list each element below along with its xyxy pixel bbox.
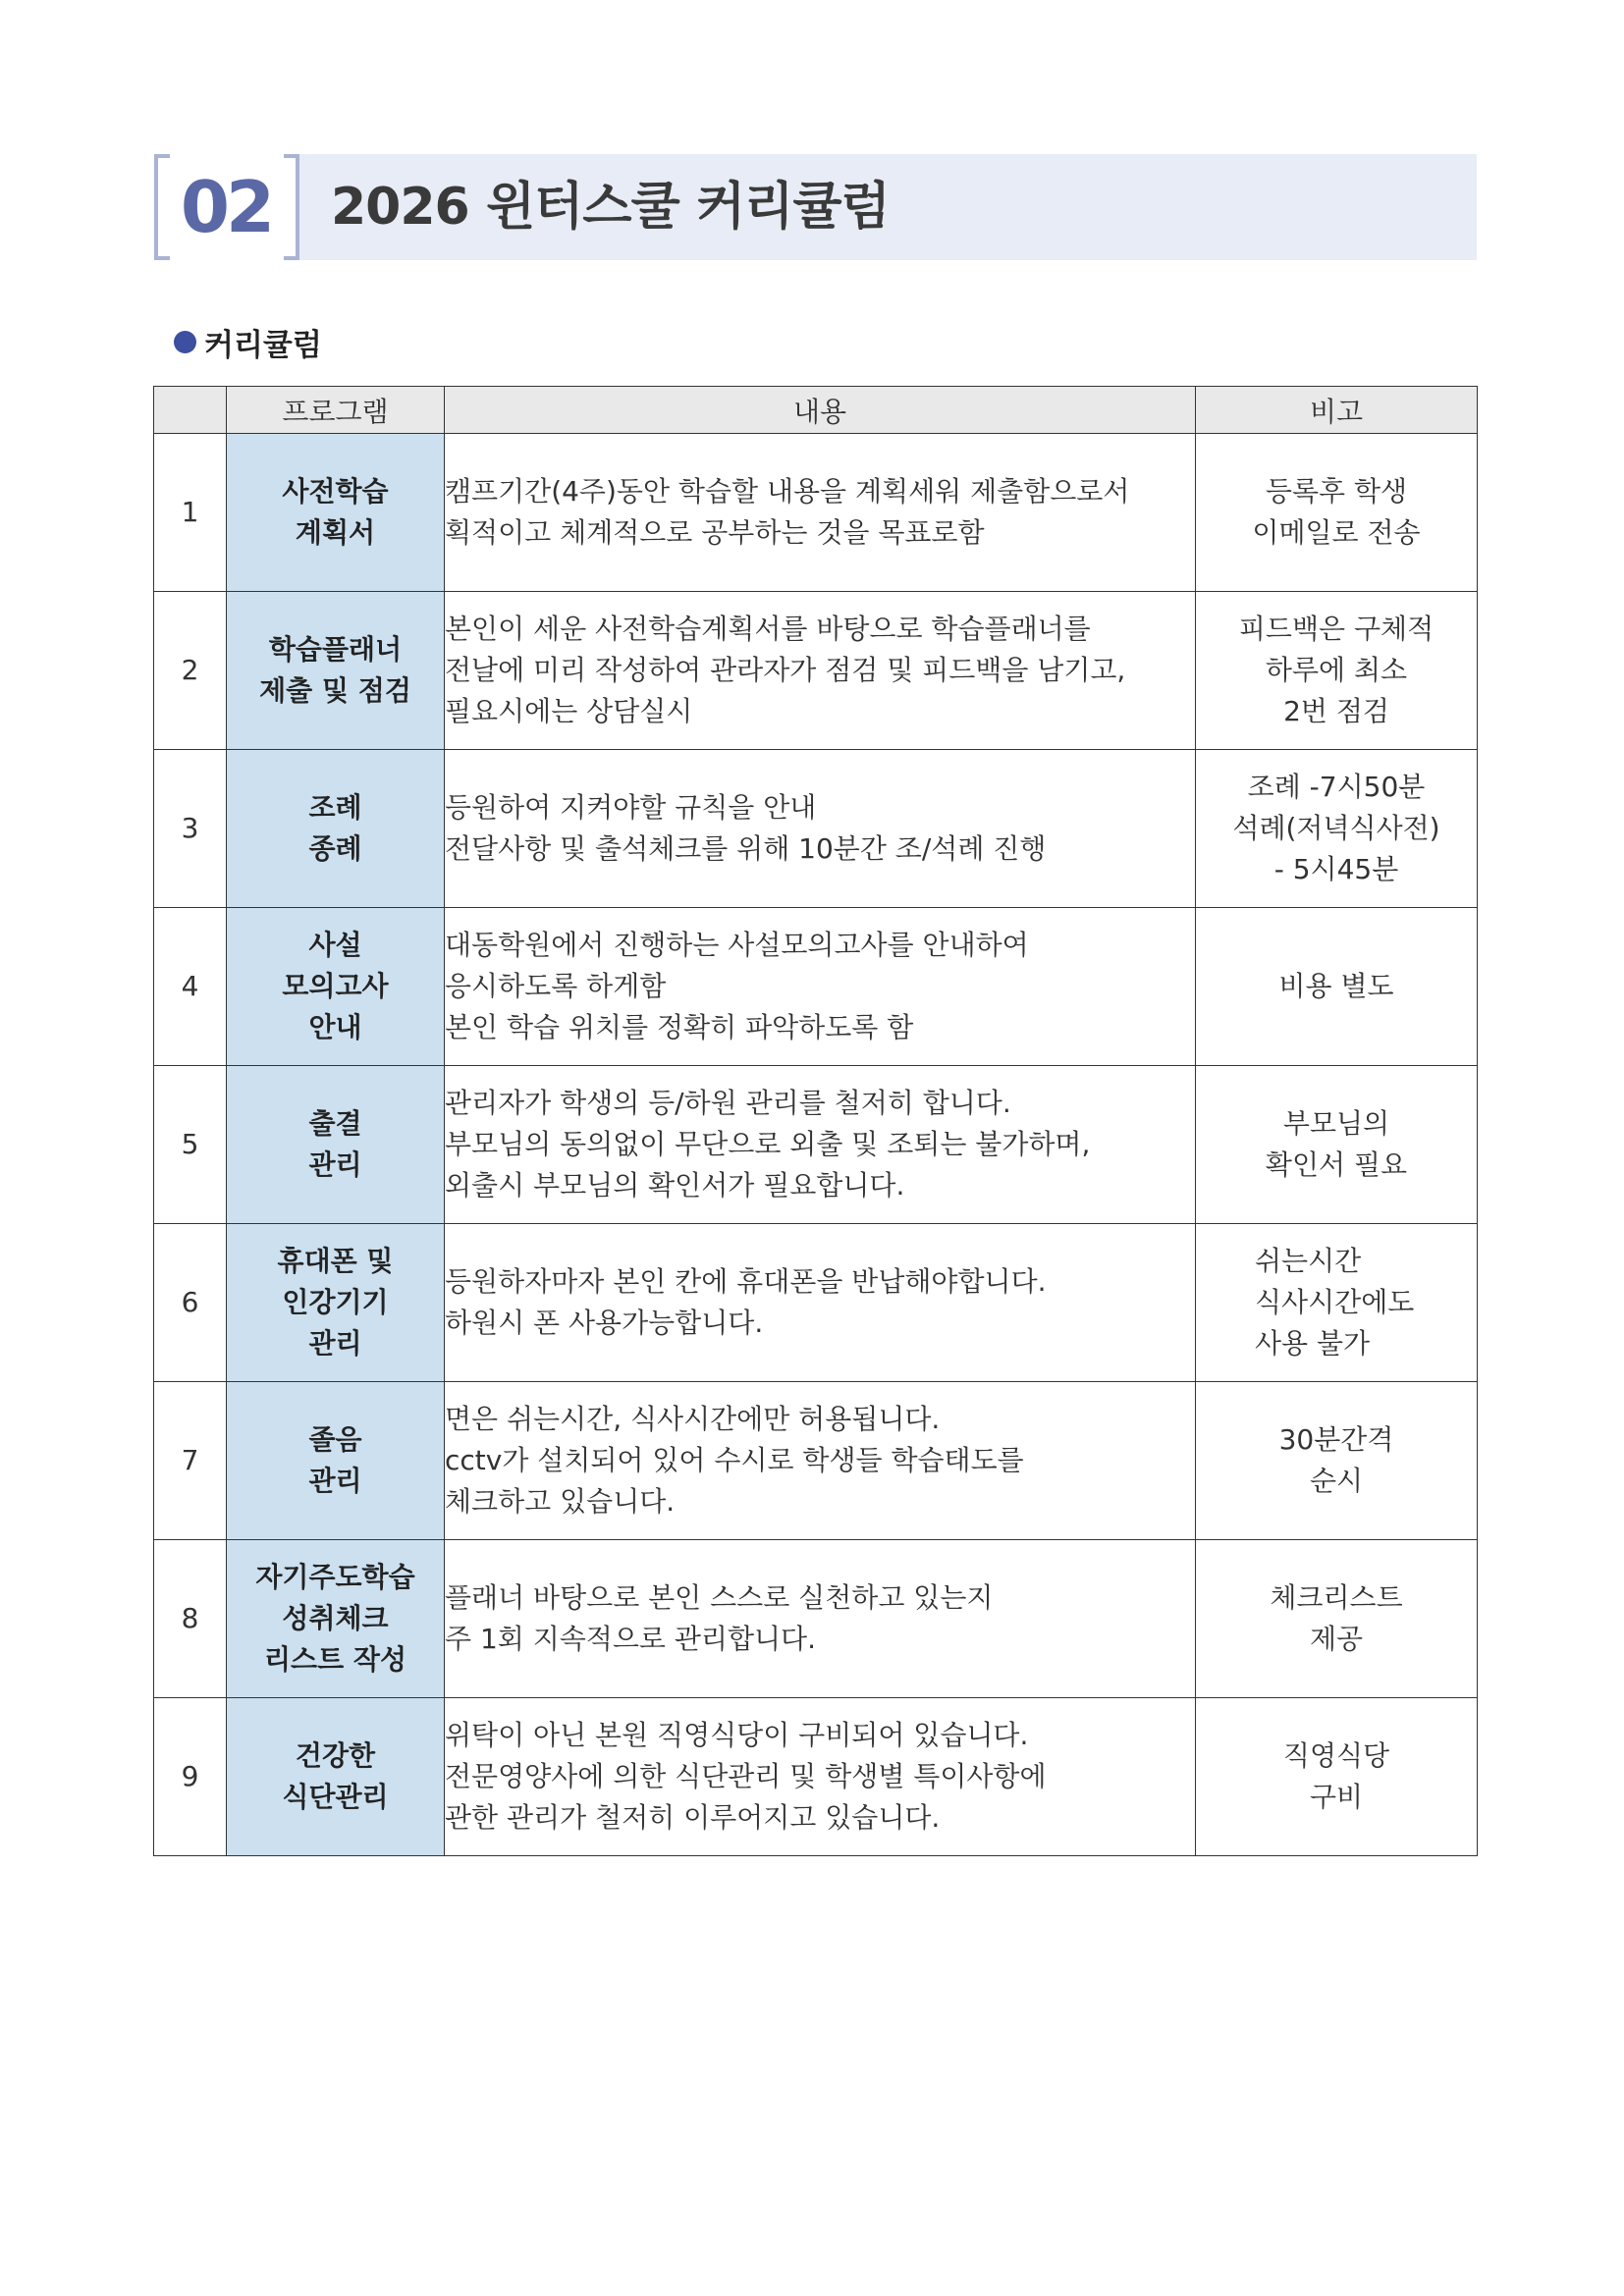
program-content: 등원하여 지켜야할 규칙을 안내 전달사항 및 출석체크를 위해 10분간 조/석례 진행 — [445, 750, 1196, 908]
header-cell-program: 프로그램 — [227, 387, 445, 434]
program-note: 등록후 학생 이메일로 전송 — [1196, 434, 1478, 592]
row-number: 9 — [154, 1698, 227, 1856]
row-number: 1 — [154, 434, 227, 592]
program-name: 학습플래너 제출 및 점검 — [227, 592, 445, 750]
program-name: 사전학습 계획서 — [227, 434, 445, 592]
row-number: 3 — [154, 750, 227, 908]
row-number: 5 — [154, 1066, 227, 1224]
bullet-dot-icon — [174, 331, 196, 353]
program-note: 30분간격 순시 — [1196, 1382, 1478, 1540]
curriculum-table — [153, 386, 1478, 1856]
program-note: 직영식당 구비 — [1196, 1698, 1478, 1856]
program-name: 자기주도학습 성취체크 리스트 작성 — [227, 1540, 445, 1698]
program-content: 면은 쉬는시간, 식사시간에만 허용됩니다. cctv가 설치되어 있어 수시로 학생들 학습태도를 체크하고 있습니다. — [445, 1382, 1196, 1540]
program-name: 조례 종례 — [227, 750, 445, 908]
program-content: 관리자가 학생의 등/하원 관리를 철저히 합니다. 부모님의 동의없이 무단으로 외출 및 조퇴는 불가하며, 외출시 부모님의 확인서가 필요합니다. — [445, 1066, 1196, 1224]
program-note: 체크리스트 제공 — [1196, 1540, 1478, 1698]
header-cell-note: 비고 — [1196, 387, 1478, 434]
section-label: 커리큘럼 — [204, 327, 322, 363]
program-content: 본인이 세운 사전학습계획서를 바탕으로 학습플래너를 전날에 미리 작성하여 관라자가 점검 및 피드백을 남기고, 필요시에는 상담실시 — [445, 592, 1196, 750]
program-name: 사설 모의고사 안내 — [227, 908, 445, 1066]
program-name: 출결 관리 — [227, 1066, 445, 1224]
program-note: 비용 별도 — [1196, 908, 1478, 1066]
row-number: 2 — [154, 592, 227, 750]
program-note: 조례 -7시50분 석례(저녁식사전) - 5시45분 — [1196, 750, 1478, 908]
table-row — [154, 434, 1478, 592]
header-cell-content: 내용 — [445, 387, 1196, 434]
program-name: 휴대폰 및 인강기기 관리 — [227, 1224, 445, 1382]
program-note: 피드백은 구체적 하루에 최소 2번 점검 — [1196, 592, 1478, 750]
table-header-row — [154, 387, 1478, 434]
table-row — [154, 908, 1478, 1066]
program-note: 쉬는시간 식사시간에도 사용 불가 — [1196, 1224, 1478, 1382]
program-content: 등원하자마자 본인 칸에 휴대폰을 반납해야합니다. 하원시 폰 사용가능합니다. — [445, 1224, 1196, 1382]
table-row — [154, 592, 1478, 750]
section-heading — [174, 317, 322, 366]
program-content: 플래너 바탕으로 본인 스스로 실천하고 있는지 주 1회 지속적으로 관리합니다. — [445, 1540, 1196, 1698]
page-title: 2026 윈터스쿨 커리큘럼 — [331, 178, 890, 237]
header-cell-number — [154, 387, 227, 434]
program-content: 캠프기간(4주)동안 학습할 내용을 계획세워 제출함으로서 획적이고 체계적으로 공부하는 것을 목표로함 — [445, 434, 1196, 592]
row-number: 7 — [154, 1382, 227, 1540]
table-row — [154, 750, 1478, 908]
row-number: 8 — [154, 1540, 227, 1698]
right-bracket — [284, 154, 299, 260]
row-number: 6 — [154, 1224, 227, 1382]
table-row — [154, 1382, 1478, 1540]
table-row — [154, 1698, 1478, 1856]
table-row — [154, 1224, 1478, 1382]
program-name: 건강한 식단관리 — [227, 1698, 445, 1856]
table-row — [154, 1540, 1478, 1698]
program-name: 졸음 관리 — [227, 1382, 445, 1540]
program-note: 부모님의 확인서 필요 — [1196, 1066, 1478, 1224]
section-number: 02 — [180, 166, 272, 248]
program-content: 대동학원에서 진행하는 사설모의고사를 안내하여 응시하도록 하게함 본인 학습 위치를 정확히 파악하도록 함 — [445, 908, 1196, 1066]
program-content: 위탁이 아닌 본원 직영식당이 구비되어 있습니다. 전문영양사에 의한 식단관리 및 학생별 특이사항에 관한 관리가 철저히 이루어지고 있습니다. — [445, 1698, 1196, 1856]
table-row — [154, 1066, 1478, 1224]
row-number: 4 — [154, 908, 227, 1066]
